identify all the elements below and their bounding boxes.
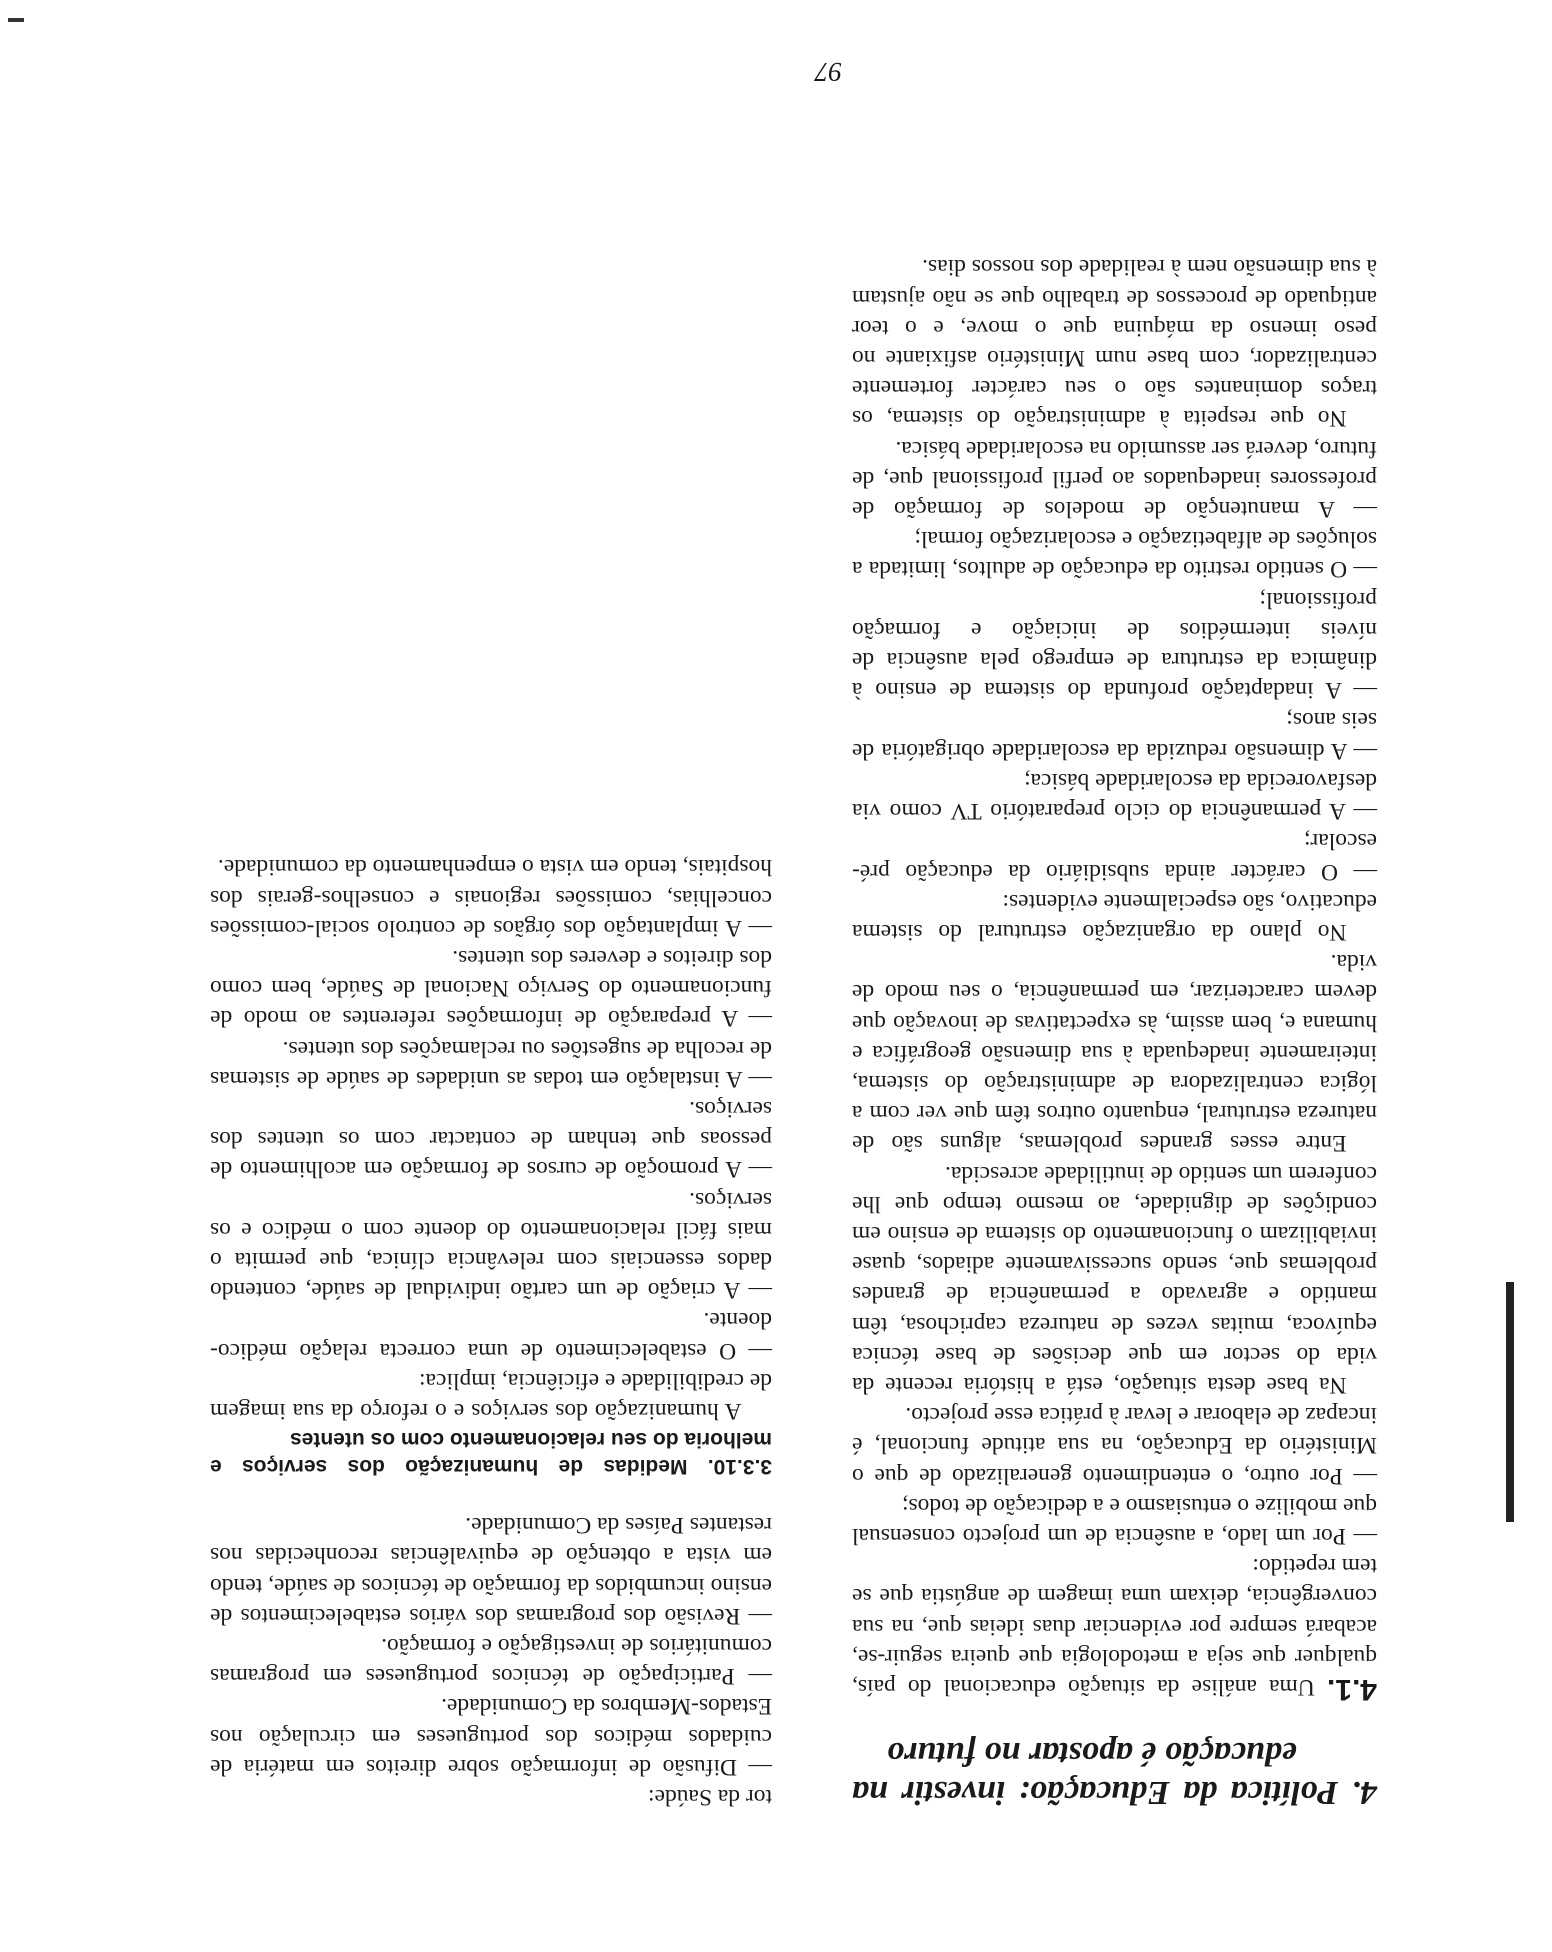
- list-item: — A permanência do ciclo preparatório TV como via desfavorecida da escolaridade básica;: [852, 767, 1377, 825]
- paragraph: No que respeita à administração do sistema, os traços dominantes são o seu carácter fortemente centralizador, com base num Ministério asfixiante no peso imenso da máquina que o move, e o teor antiquado de processos de trabalho que se não ajustam à sua dimensão nem à realidade dos nossos dias.: [852, 254, 1377, 432]
- list-item: — O carácter ainda subsidiário da educação pré-escolar;: [852, 828, 1377, 885]
- heading-number: 3.3.10.: [707, 1454, 772, 1478]
- scan-speck: [8, 18, 24, 22]
- list-item: — Por um lado, a ausência de um projecto consensual que mobilize o entusiasmo e a dedicação de todos;: [852, 1492, 1377, 1549]
- right-column: [210, 852, 772, 1812]
- list-item: — Por outro, o entendimento generalizado de que o Ministério da Educação, na sua atitude funcional, é incapaz de elaborar e levar à prática esse projecto.: [852, 1402, 1377, 1489]
- scan-edge-mark: [1506, 1282, 1514, 1522]
- subsection-number: 4.1.: [1326, 1673, 1377, 1706]
- list-item: — A criação de um cartão individual de saúde, contendo dados essenciais com relevância clínica, que permita o mais fácil relacionamento do doente com o médico e os serviços.: [210, 1186, 772, 1304]
- list-item: — A manutenção de modelos de formação de professores inadequados ao perfil profissional que, de futuro, deverá ser assumido na escolaridade básica.: [852, 435, 1377, 523]
- heading-text: Medidas de humanização dos serviços e melhoria do seu relacionamento com os utentes: [210, 1427, 772, 1478]
- paragraph: tor da Saúde:: [648, 1784, 772, 1810]
- paragraph: Na base desta situação, está a história recente da vida do sector em que decisões de base técnica equívoca, muitas vezes de natureza caprichosa, têm mantido e agravado a permanência de grandes problemas que, sendo sucessivamente adiados, quase inviabilizam o funcionamento do sistema de ensino em condições de dignidade, ao mesmo tempo que lhe conferem um sentido de inutilidade acrescida.: [852, 1160, 1377, 1398]
- section-heading: 4. Política da Educação: investir na educação é apostar no futuro: [852, 1735, 1377, 1811]
- list-item: — A promoção de cursos de formação em acolhimento de pessoas que tenham de contactar com os utentes dos serviços.: [210, 1095, 772, 1183]
- list-item: — Participação de técnicos portugueses em programas comunitários de investigação e formação.: [210, 1632, 772, 1690]
- list-item: — A implantação dos órgãos de controlo social-comissões concelhias, comissões regionais e conselhos-gerais dos hospitais, tendo em vista o empenhamento da comunidade.: [210, 854, 772, 941]
- list-item: — Difusão de informação sobre direitos em matéria de cuidados médicos dos portugueses em circulação nos Estados-Membros da Comunidade.: [210, 1693, 772, 1780]
- left-column: [852, 252, 1377, 1812]
- page-number: 97: [815, 57, 842, 87]
- list-item: — O estabelecimento de uma correcta relação médico-doente.: [210, 1307, 772, 1364]
- paragraph: A humanização dos serviços e o reforço da sua imagem de credibilidade e eficiência, implica:: [210, 1367, 772, 1424]
- list-item: — Revisão dos programas dos vários estabelecimentos de ensino incumbidos da formação de técnicos de saúde, tendo em vista a obtenção de equivalências reconhecidas nos restantes Países da Comunidade.: [210, 1512, 772, 1629]
- paragraph: Entre esses grandes problemas, alguns são de natureza estrutural, enquanto outros têm que ver com a lógica centralizadora de administração do sistema, inteiramente inadequada à sua dimensão geográfica e humana e, bem assim, às expectativas de inovação que devem caracterizar, em permanência, o seu modo de vida.: [852, 949, 1377, 1157]
- paragraph: No plano da organização estrutural do sistema educativo, são especialmente evidentes:: [852, 888, 1377, 945]
- list-item: — A instalação em todas as unidades de saúde de sistemas de recolha de sugestões ou reclamações dos utentes.: [210, 1035, 772, 1092]
- list-item: — A inadaptação profunda do sistema de ensino à dinâmica da estrutura de emprego pela ausência de níveis intermédios de iniciação e formação profissional;: [852, 586, 1377, 704]
- list-item: — O sentido restrito da educação de adultos, limitada a soluções de alfabetização e escolarização formal;: [852, 526, 1377, 583]
- subsection-lead-text: Uma análise da situação educacional do país, qualquer que seja a metodologia que queira seguir-se, acabará sempre por evidenciar duas ideias que, na sua convergência, deixam uma imagem de angústia que se tem repetido:: [852, 1553, 1377, 1700]
- subsection-lead: [852, 1551, 1377, 1704]
- list-item: — A dimensão reduzida da escolaridade obrigatória de seis anos;: [852, 707, 1377, 764]
- list-item: — A preparação de informações referentes ao modo de funcionamento do Serviço Nacional de Saúde, bem como dos direitos e deveres dos utentes.: [210, 944, 772, 1032]
- section-heading: [210, 1426, 772, 1480]
